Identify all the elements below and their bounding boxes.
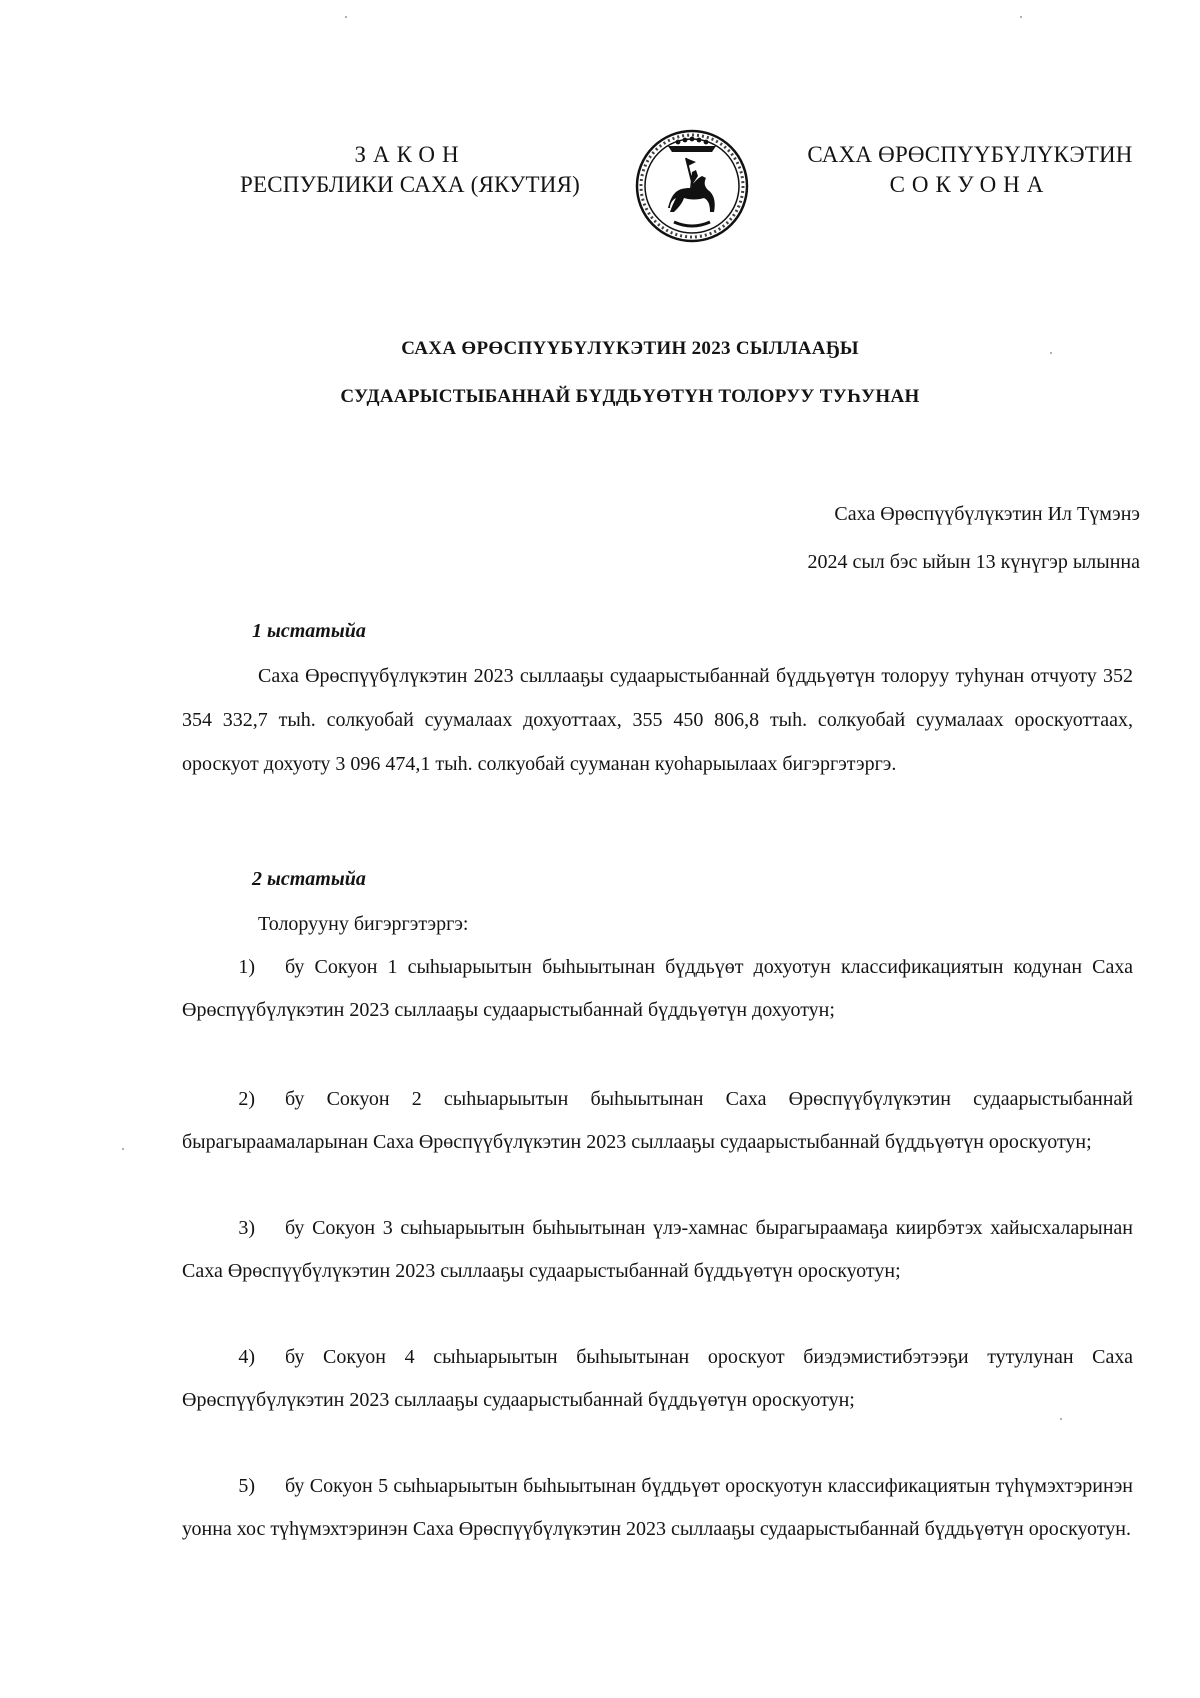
adoption-body: Саха Өрөспүүбүлүкэтин Ил Түмэнэ [834,503,1140,525]
header-right [780,140,1160,200]
title-line-1: САХА ӨРӨСПҮҮБҮЛҮКЭТИН 2023 СЫЛЛААҔЫ [401,338,859,359]
adoption-date: 2024 сыл бэс ыйын 13 күнүгэр ылынна [807,551,1140,573]
article-2-heading: 2 ыстатыйа [252,868,366,890]
list-item-number: 1) [238,956,255,978]
scan-speck [1020,16,1022,18]
list-item-number: 4) [238,1346,255,1368]
scan-speck [122,1148,124,1150]
document-title [180,325,1080,421]
article-1-heading: 1 ыстатыйа [252,620,366,642]
list-item [182,1207,1133,1293]
header-republic-label: РЕСПУБЛИКИ САХА (ЯКУТИЯ) [239,172,581,197]
list-item-text: бу Сокуон 3 сыһыарыытын быһыытынан үлэ-хамнас бырагыраамаҕа киирбэтэх хайысхаларынан Саха Өрөспүүбүлүкэтин 2023 сыллааҕы судаарыстыбаннай бүддьүөтүн ороскуотун; [182,1217,1133,1282]
list-item-text: бу Сокуон 2 сыһыарыытын быһыытынан Саха Өрөспүүбүлүкэтин судаарыстыбаннай бырагыраамаларынан Саха Өрөспүүбүлүкэтин 2023 сыллааҕы судаарыстыбаннай бүддьүөтүн ороскуотун; [182,1088,1133,1153]
list-item-number: 5) [238,1475,255,1497]
scan-speck [1060,1418,1062,1420]
list-item [182,1078,1133,1164]
article-1-text: Саха Өрөспүүбүлүкэтин 2023 сыллааҕы судаарыстыбаннай бүддьүөтүн толоруу туһунан отчуоту 352 354 332,7 тыһ. солкуобай суумалаах дохуоттаах, 355 450 806,8 тыһ. солкуобай суумалаах ороскуоттаах, ороскуот дохуоту 3 096 474,1 тыһ. солкуобай сууманан куоһарыылаах бигэргэтэргэ. [182,665,1133,775]
header-republic-label-sakha: САХА ӨРӨСПҮҮБҮЛҮКЭТИН [807,142,1133,167]
article-2-intro: Толорууну бигэргэтэргэ: [258,913,469,935]
list-item [182,946,1133,1032]
title-line-2: СУДААРЫСТЫБАННАЙ БҮДДЬҮӨТҮН ТОЛОРУУ ТУҺУНАН [340,386,920,407]
list-item-text: бу Сокуон 1 сыһыарыытын быһыытынан бүддьүөт дохуотун классификациятын кодунан Саха Өрөспүүбүлүкэтин 2023 сыллааҕы судаарыстыбаннай бүддьүөтүн дохуотун; [182,956,1133,1021]
coat-of-arms-seal [632,128,752,244]
list-item [182,1336,1133,1422]
header-left [220,140,600,200]
list-item-number: 2) [238,1088,255,1110]
list-item-text: бу Сокуон 5 сыһыарыытын быһыытынан бүддьүөт ороскуотун классификациятын түһүмэхтэринэн уонна хос түһүмэхтэринэн Саха Өрөспүүбүлүкэтин 2023 сыллааҕы судаарыстыбаннай бүддьүөтүн ороскуотун. [182,1475,1133,1540]
adoption-note [440,490,1140,586]
list-item-text: бу Сокуон 4 сыһыарыытын быһыытынан ороскуот биэдэмистибэтээҕи тутулунан Саха Өрөспүүбүлүкэтин 2023 сыллааҕы судаарыстыбаннай бүддьүөтүн ороскуотун; [182,1346,1133,1411]
header-law-label-sakha: СОКУОНА [889,172,1051,197]
header-law-label: ЗАКОН [354,142,466,167]
scan-speck [1050,352,1052,354]
list-item [182,1465,1133,1551]
scan-speck [345,16,347,18]
list-item-number: 3) [238,1217,255,1239]
